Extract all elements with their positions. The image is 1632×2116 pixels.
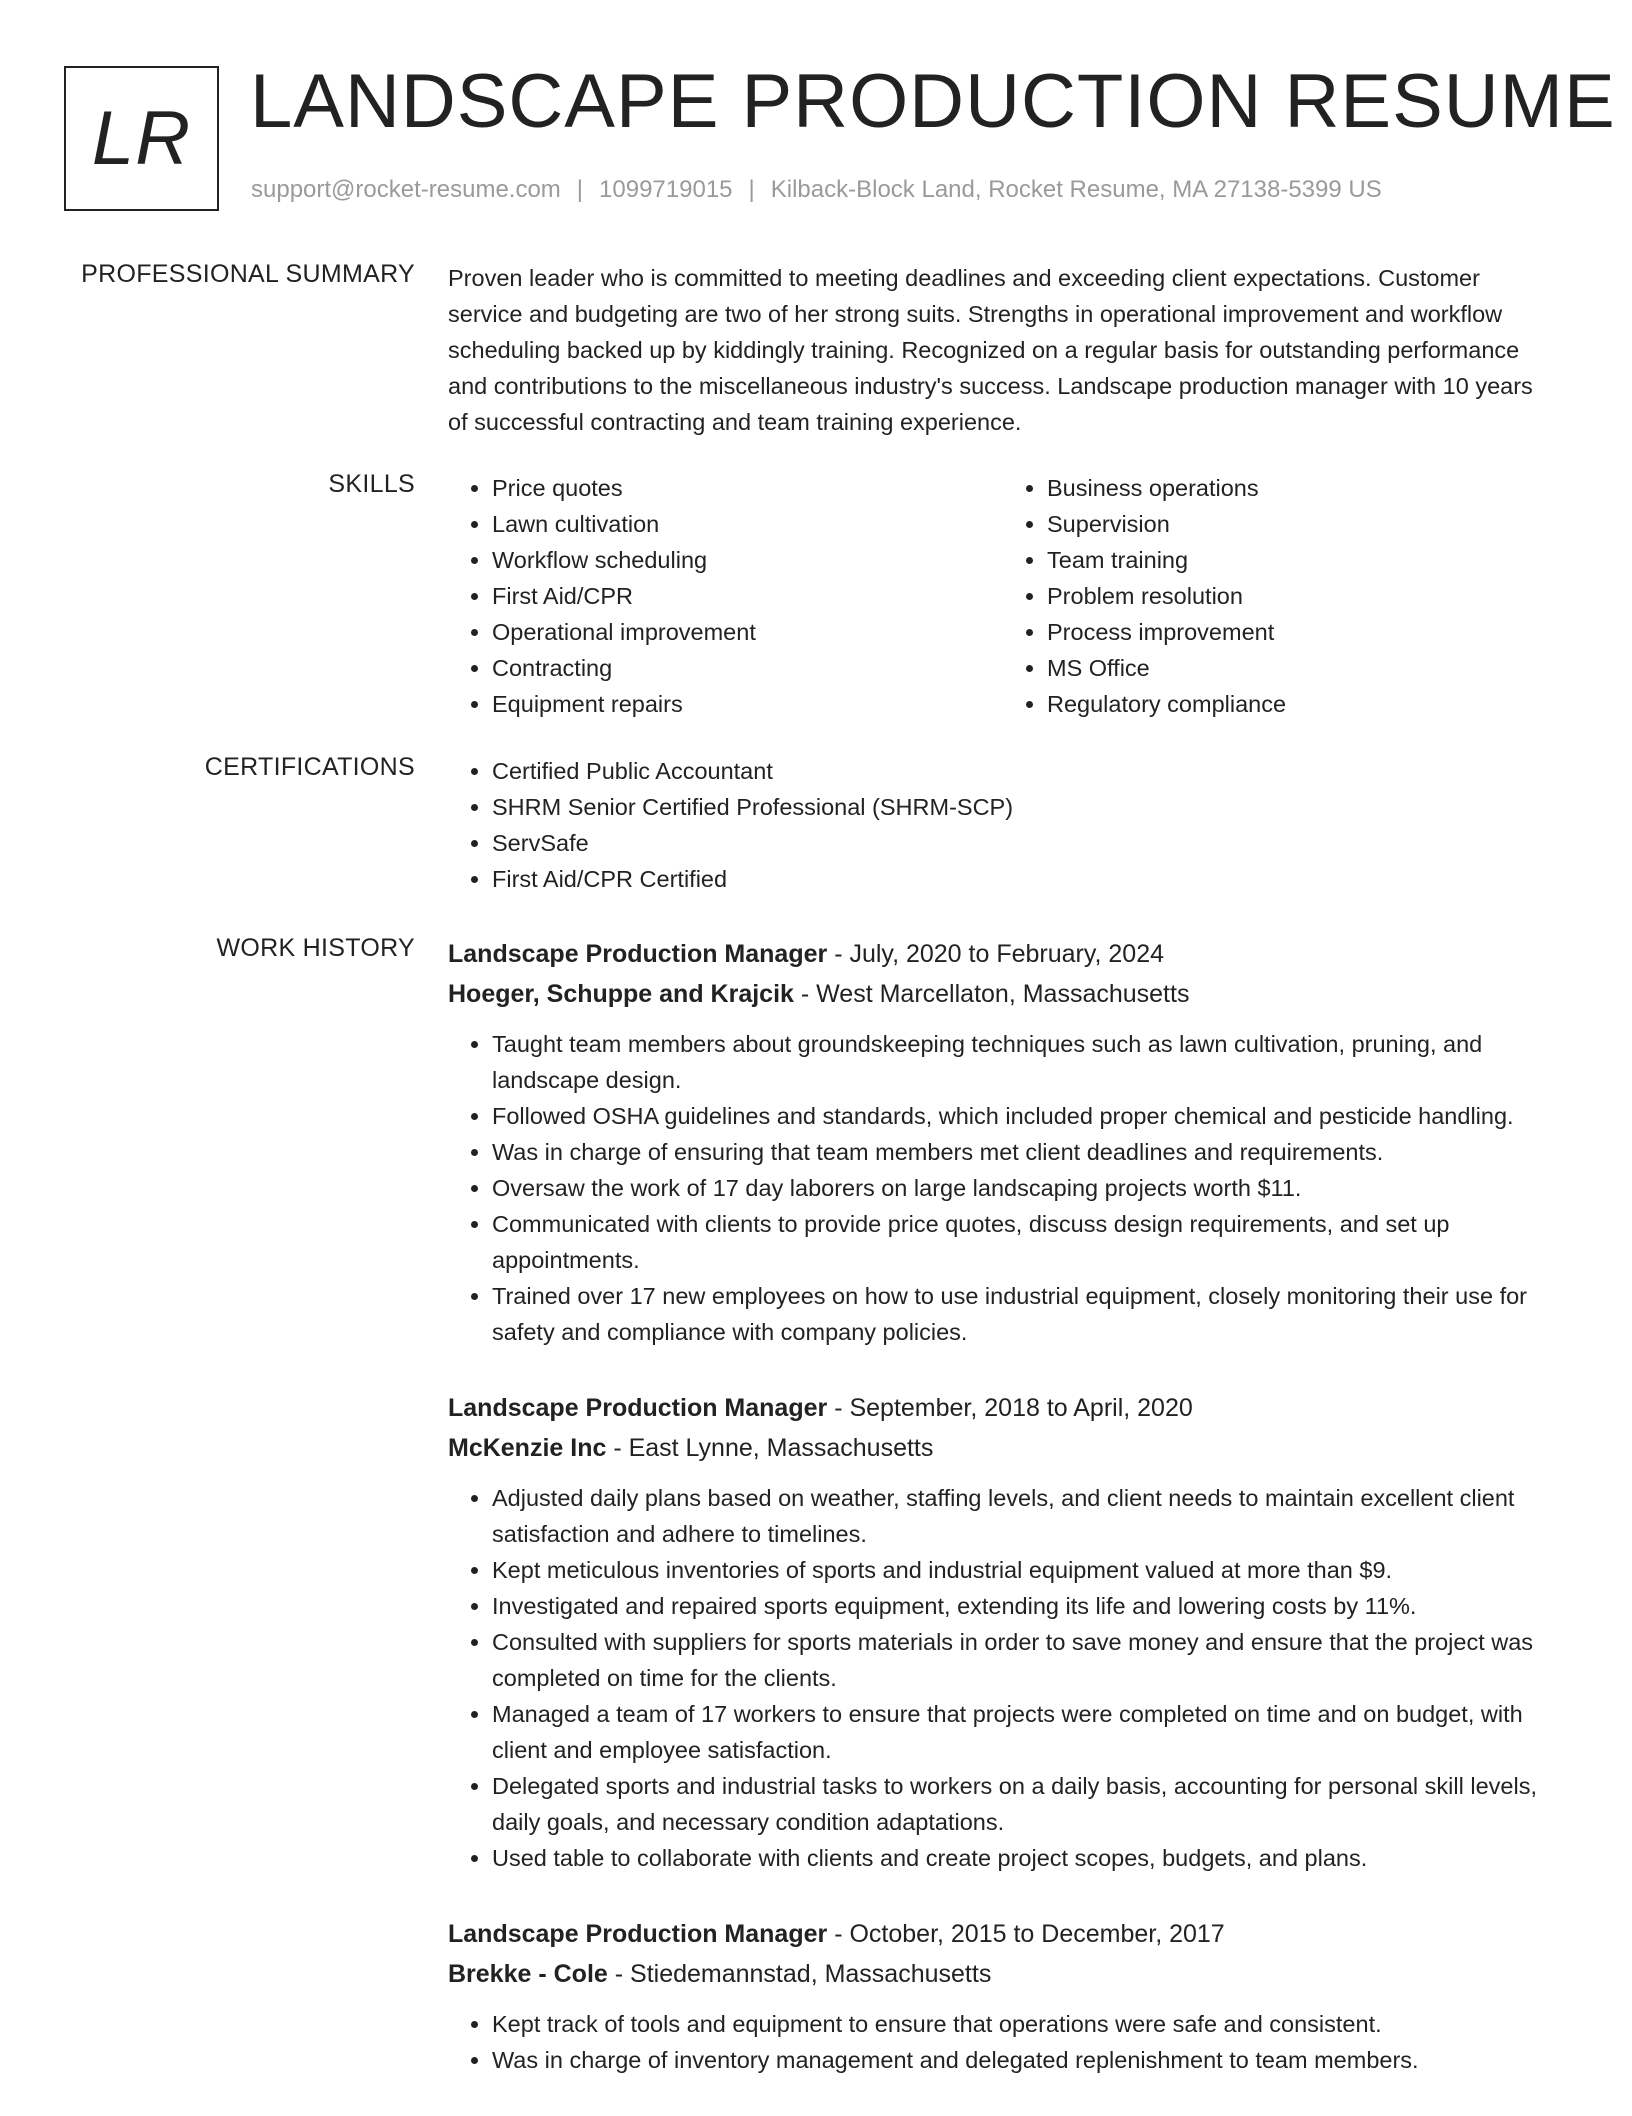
skills-grid (448, 470, 1558, 722)
skill-item: • Workflow scheduling (492, 542, 1003, 578)
contact-email: support@rocket-resume.com (251, 176, 561, 203)
job-location: - East Lynne, Massachusetts (606, 1434, 934, 1462)
job-company-line (448, 974, 1558, 1014)
certifications-list (448, 753, 1558, 897)
skills-list-right (1003, 470, 1558, 722)
job-bullet: • Communicated with clients to provide price quotes, discuss design requirements, and set up appointments. (492, 1206, 1558, 1278)
job-bullet: • Adjusted daily plans based on weather, staffing levels, and client needs to maintain excellent client satisfaction and adhere to timelines. (492, 1480, 1558, 1552)
certification-item: • Certified Public Accountant (492, 753, 1558, 789)
contact-line (251, 176, 1382, 204)
job-title-line (448, 934, 1558, 974)
job-title: Landscape Production Manager (448, 1394, 828, 1422)
job-bullet: • Was in charge of ensuring that team members met client deadlines and requirements. (492, 1134, 1558, 1170)
skill-item: • Contracting (492, 650, 1003, 686)
summary-label: PROFESSIONAL SUMMARY (81, 260, 415, 288)
job-company: Brekke - Cole (448, 1960, 608, 1988)
job-title-line (448, 1914, 1558, 1954)
summary-text: Proven leader who is committed to meeting deadlines and exceeding client expectations. Customer service and budgeting are two of her strong suits. Strengths in operational improvement and workflow scheduling backed up by kiddingly training. Recognized on a regular basis for outstanding performance and contributions to the miscellaneous industry's success. Landscape production manager with 10 years of successful contracting and team training experience. (448, 265, 1533, 435)
skill-item: • Lawn cultivation (492, 506, 1003, 542)
separator: | (576, 176, 584, 203)
job-bullet: • Managed a team of 17 workers to ensure that projects were completed on time and on budget, with client and employee satisfaction. (492, 1696, 1558, 1768)
job-bullet: • Used table to collaborate with clients and create project scopes, budgets, and plans. (492, 1840, 1558, 1876)
monogram-logo: LR (64, 66, 219, 211)
skill-item: • Team training (1047, 542, 1558, 578)
job-entry (448, 934, 1558, 1350)
skill-item: • Regulatory compliance (1047, 686, 1558, 722)
job-entry (448, 1914, 1558, 2078)
certification-item: • SHRM Senior Certified Professional (SHRM-SCP) (492, 789, 1558, 825)
separator: | (748, 176, 755, 203)
job-dates: - September, 2018 to April, 2020 (827, 1394, 1193, 1422)
skill-item: • Business operations (1047, 470, 1558, 506)
certifications-label: CERTIFICATIONS (204, 753, 415, 781)
skill-item: • Price quotes (492, 470, 1003, 506)
job-title-line (448, 1388, 1558, 1428)
job-bullets (448, 1480, 1558, 1876)
jobs-list (448, 934, 1558, 2116)
job-bullet: • Oversaw the work of 17 day laborers on large landscaping projects worth $11. (492, 1170, 1558, 1206)
certification-item: • First Aid/CPR Certified (492, 861, 1558, 897)
job-entry (448, 1388, 1558, 1876)
skill-item: • Equipment repairs (492, 686, 1003, 722)
job-bullet: • Kept track of tools and equipment to ensure that operations were safe and consistent. (492, 2006, 1558, 2042)
skill-item: • Process improvement (1047, 614, 1558, 650)
skill-item: • Supervision (1047, 506, 1558, 542)
job-bullets (448, 1026, 1558, 1350)
job-bullet: • Was in charge of inventory management and delegated replenishment to team members. (492, 2042, 1558, 2078)
job-dates: - October, 2015 to December, 2017 (827, 1920, 1225, 1948)
job-title: Landscape Production Manager (448, 1920, 828, 1948)
certification-item: • ServSafe (492, 825, 1558, 861)
work-history-label: WORK HISTORY (216, 934, 415, 962)
job-bullet: • Taught team members about groundskeeping techniques such as lawn cultivation, pruning, and landscape design. (492, 1026, 1558, 1098)
job-bullet: • Followed OSHA guidelines and standards, which included proper chemical and pesticide handling. (492, 1098, 1558, 1134)
job-bullet: • Kept meticulous inventories of sports and industrial equipment valued at more than $9. (492, 1552, 1558, 1588)
job-title: Landscape Production Manager (448, 940, 828, 968)
contact-address: Kilback-Block Land, Rocket Resume, MA 27138-5399 US (770, 176, 1382, 203)
job-bullets (448, 2006, 1558, 2078)
job-location: - Stiedemannstad, Massachusetts (607, 1960, 992, 1988)
job-company-line (448, 1428, 1558, 1468)
job-bullet: • Trained over 17 new employees on how to use industrial equipment, closely monitoring their use for safety and compliance with company policies. (492, 1278, 1558, 1350)
job-bullet: • Delegated sports and industrial tasks to workers on a daily basis, accounting for personal skill levels, daily goals, and necessary condition adaptations. (492, 1768, 1558, 1840)
job-company-line (448, 1954, 1558, 1994)
job-location: - West Marcellaton, Massachusetts (793, 980, 1190, 1008)
job-company: Hoeger, Schuppe and Krajcik (448, 980, 794, 1008)
resume-title: LANDSCAPE PRODUCTION RESUME (250, 59, 1616, 144)
job-bullet: • Investigated and repaired sports equipment, extending its life and lowering costs by 11%. (492, 1588, 1558, 1624)
skill-item: • First Aid/CPR (492, 578, 1003, 614)
skill-item: • Problem resolution (1047, 578, 1558, 614)
job-company: McKenzie Inc (448, 1434, 607, 1462)
skills-list-left (448, 470, 1003, 722)
skills-label: SKILLS (328, 470, 415, 498)
contact-phone: 1099719015 (599, 176, 733, 203)
skill-item: • Operational improvement (492, 614, 1003, 650)
job-dates: - July, 2020 to February, 2024 (827, 940, 1165, 968)
skill-item: • MS Office (1047, 650, 1558, 686)
job-bullet: • Consulted with suppliers for sports materials in order to save money and ensure that the project was completed on time for the clients. (492, 1624, 1558, 1696)
